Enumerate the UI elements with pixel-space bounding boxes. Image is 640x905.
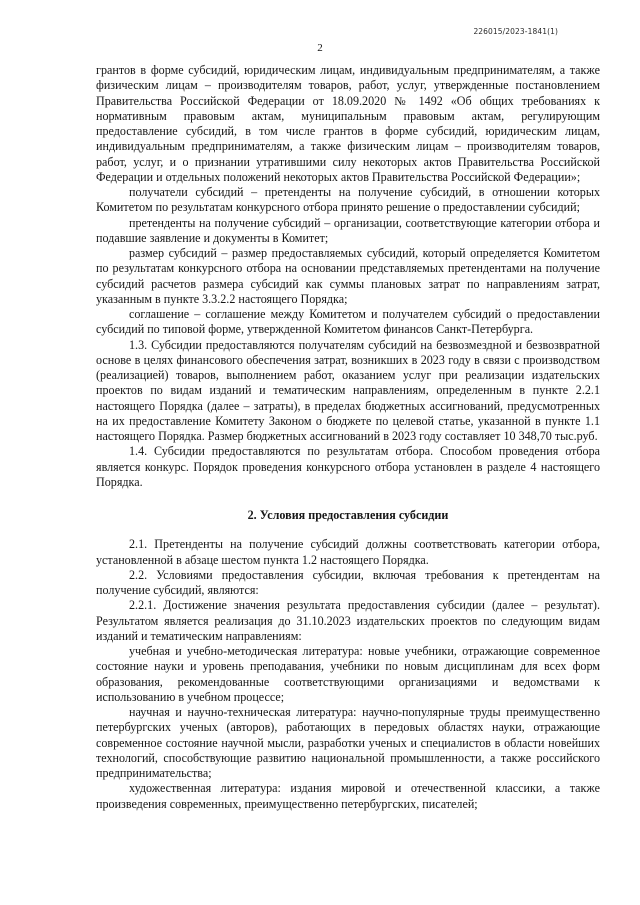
- paragraph-definition-recipients: получатели субсидий – претенденты на получение субсидий, в отношении которых Комитетом по результатам конкурсного отбора принято решение о предоставлении субсидий;: [96, 185, 600, 215]
- paragraph-2-2: 2.2. Условиями предоставления субсидии, включая требования к претендентам на получение субсидий, являются:: [96, 567, 600, 597]
- paragraph-scientific-literature: научная и научно-техническая литература: научно-популярные труды преимущественно петербургских ученых (авторов), работающих в передовых областях науки, отражающие современное состояние научной мысли, разработки ученых и специалистов в области новейших технологий, способствующие развитию национальной промышленности, а также российского предпринимательства;: [96, 705, 600, 780]
- paragraph-definition-applicants: претенденты на получение субсидий – организации, соответствующие категории отбора и подавшие заявление и документы в Комитет;: [96, 215, 600, 245]
- paragraph-1-3: 1.3. Субсидии предоставляются получателям субсидий на безвозмездной и безвозвратной основе в целях финансового обеспечения затрат, возникших в 2023 году в связи с производством (реализацией) товаров, выполнением работ, оказанием услуг при реализации издательских проектов по видам изданий и тематическим направлениям, определенным в пункте 2.2.1 настоящего Порядка (далее – затраты), в пределах бюджетных ассигнований, предусмотренных на их предоставление Комитету Законом о бюджете по целевой статье, указанной в пункте 1.1 настоящего Порядка. Размер бюджетных ассигнований в 2023 году составляет 10 348,70 тыс.руб.: [96, 337, 600, 443]
- paragraph-fiction-literature: художественная литература: издания мировой и отечественной классики, а также произведения современных, преимущественно петербургских, писателей;: [96, 781, 600, 811]
- section-title: 2. Условия предоставления субсидии: [247, 508, 449, 522]
- paragraph-2-2-1: 2.2.1. Достижение значения результата предоставления субсидии (далее – результат). Результатом является реализация до 31.10.2023 издательских проектов по следующим видам изданий и тематическим направлениям:: [96, 598, 600, 643]
- paragraph-1-4: 1.4. Субсидии предоставляются по результатам отбора. Способом проведения отбора является конкурс. Порядок проведения конкурсного отбора установлен в разделе 4 настоящего Порядка.: [96, 444, 600, 489]
- document-registration-number: 226015/2023-1841(1): [473, 27, 558, 36]
- paragraph-definition-subsidy-size: размер субсидий – размер предоставляемых субсидий, который определяется Комитетом по результатам конкурсного отбора на основании представляемых претендентами на получение субсидий расчетов размера субсидий как суммы плановых затрат по направлениям затрат, указанным в пункте 3.3.2.2 настоящего Порядка;: [96, 246, 600, 306]
- document-body: [96, 63, 600, 812]
- paragraph-definition-agreement: соглашение – соглашение между Комитетом и получателем субсидий о предоставлении субсидий по типовой форме, утвержденной Комитетом финансов Санкт-Петербурга.: [96, 307, 600, 337]
- page-number: 2: [317, 42, 323, 54]
- paragraph-educational-literature: учебная и учебно-методическая литература: новые учебники, отражающие современное состояние науки и уровень преподавания, учебники по новым дисциплинам для всех форм образования, рекомендованные соответствующими организациями и ведомствами к использованию в учебном процессе;: [96, 644, 600, 704]
- paragraph-continuation: грантов в форме субсидий, юридическим лицам, индивидуальным предпринимателям, а также физическим лицам – производителям товаров, работ, услуг, утвержденные постановлением Правительства Российской Федерации от 18.09.2020 № 1492 «Об общих требованиях к нормативным правовым актам, муниципальным правовым актам, регулирующим предоставление субсидий, в том числе грантов в форме субсидий, юридическим лицам, индивидуальным предпринимателям, а также физическим лицам – производителям товаров, работ, услуг, и о признании утратившими силу некоторых актов Правительства Российской Федерации и отдельных положений некоторых актов Правительства Российской Федерации»;: [96, 63, 600, 184]
- paragraph-2-1: 2.1. Претенденты на получение субсидий должны соответствовать категории отбора, установленной в абзаце шестом пункта 1.2 настоящего Порядка.: [96, 537, 600, 567]
